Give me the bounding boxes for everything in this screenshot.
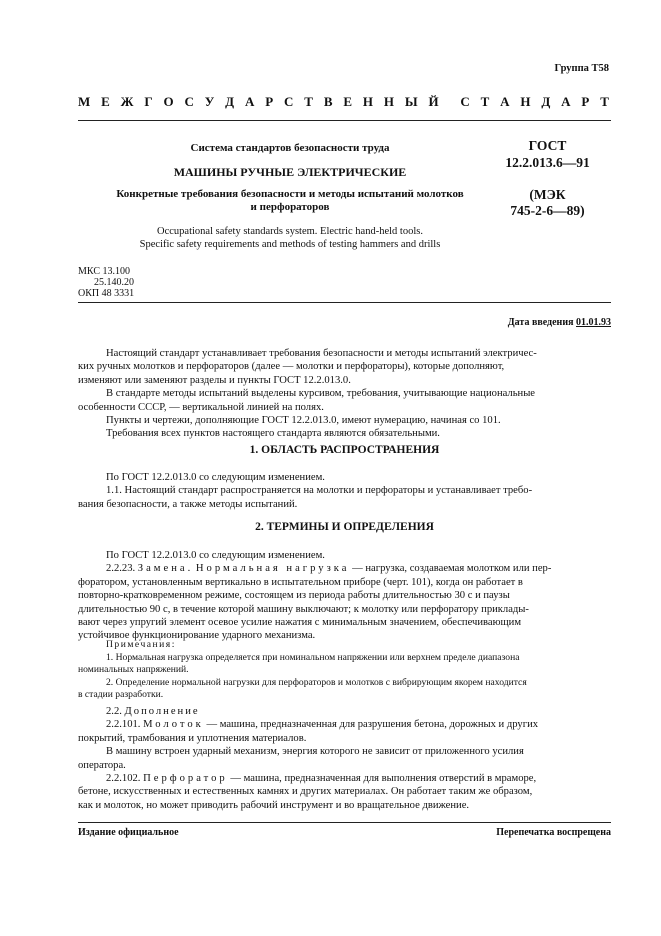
intro-p4: Требования всех пунктов настоящего стандарта являются обязательными. bbox=[106, 428, 440, 440]
english-title bbox=[100, 225, 480, 251]
banner-letter: Р bbox=[265, 94, 274, 109]
group-code: Группа Т58 bbox=[554, 63, 609, 74]
term-drill: Перфоратор bbox=[143, 773, 228, 785]
hammer-definition-start: — машина, предназначенная для разрушения бетона, дорожных и других bbox=[203, 719, 539, 731]
mks-code: МКС 13.100 bbox=[78, 266, 130, 277]
specific-title-line2: и перфораторов bbox=[250, 201, 330, 213]
banner-letter: А bbox=[561, 94, 571, 109]
section2-p1: По ГОСТ 12.2.013.0 со следующим изменением. bbox=[106, 550, 325, 561]
section1-p1: По ГОСТ 12.2.013.0 со следующим изменением. bbox=[106, 472, 325, 483]
mks-code-second: 25.140.20 bbox=[94, 277, 134, 288]
specific-title bbox=[100, 188, 480, 214]
drill-definition-start: — машина, предназначенная для выполнения отверстий в мраморе, bbox=[227, 773, 537, 785]
system-title: Система стандартов безопасности труда bbox=[190, 142, 390, 154]
banner-letter: Д bbox=[225, 94, 235, 109]
banner-letter: Ы bbox=[404, 94, 418, 109]
banner-letter: С bbox=[184, 94, 194, 109]
intro-p1a: Настоящий стандарт устанавливает требования безопасности и методы испытаний электричес- bbox=[106, 348, 537, 359]
section2-p2-line: вают через упругий элемент осевое усилие нажатия с минимальным значением, обеспечивающим bbox=[78, 617, 522, 629]
section2-p2-first bbox=[78, 562, 611, 575]
section1-p2a: 1.1. Настоящий стандарт распространяется на молотки и перфораторы и устанавливает требо- bbox=[106, 485, 533, 497]
replace-marker: Замена. bbox=[137, 563, 194, 575]
addition-marker: Дополнение bbox=[124, 706, 200, 717]
classification-codes bbox=[78, 266, 134, 299]
drill-definition-line2: бетоне, искусственных и естественных камнях и других материалах. Он работает таким же образом, bbox=[78, 786, 533, 798]
note1b: номинальных напряжений. bbox=[78, 664, 189, 676]
note1a: 1. Нормальная нагрузка определяется при номинальном напряжении или верхнем пределе диапазона bbox=[106, 651, 520, 663]
machines-title: МАШИНЫ РУЧНЫЕ ЭЛЕКТРИЧЕСКИЕ bbox=[173, 165, 407, 179]
banner-letter: Д bbox=[541, 94, 551, 109]
notes-label: Примечания: bbox=[106, 639, 176, 650]
banner-letter: С bbox=[284, 94, 294, 109]
date-label: Дата введения bbox=[507, 317, 574, 328]
banner-letter: Н bbox=[520, 94, 531, 109]
banner-letter: О bbox=[163, 94, 174, 109]
section2-p2-line: длительностью 90 с, в течение которой машину выключают; к молотку или перфоратору приклады- bbox=[78, 603, 529, 615]
footer-rule bbox=[78, 822, 611, 823]
addition-line bbox=[78, 705, 611, 718]
banner-letter: Р bbox=[581, 94, 590, 109]
date-value: 01.01.93 bbox=[576, 317, 611, 328]
footer-official-edition: Издание официальное bbox=[78, 827, 179, 838]
banner-letter: Й bbox=[428, 94, 439, 109]
intro-p2a: В стандарте методы испытаний выделены курсивом, требования, учитывающие национальные bbox=[106, 388, 536, 400]
clause-number: 2.2.102. bbox=[106, 773, 141, 785]
term-normal-load: Нормальная нагрузка bbox=[195, 563, 350, 575]
drill-definition-line3: как и молоток, но может приводить рабочий инструмент и во вращательное движение. bbox=[78, 799, 470, 811]
banner-letter: Т bbox=[304, 94, 313, 109]
clause-number: 2.2. bbox=[106, 706, 122, 717]
banner-letter: А bbox=[244, 94, 255, 109]
iec-label: (МЭК bbox=[529, 187, 566, 202]
interstate-standard-banner bbox=[78, 94, 609, 110]
section2-heading: 2. ТЕРМИНЫ И ОПРЕДЕЛЕНИЯ bbox=[255, 521, 434, 533]
top-rule bbox=[78, 120, 611, 121]
section1-heading: 1. ОБЛАСТЬ РАСПРОСТРАНЕНИЯ bbox=[249, 444, 440, 456]
clause-number: 2.2.23. bbox=[106, 563, 136, 575]
banner-letter: Ж bbox=[120, 94, 134, 109]
banner-letter: Т bbox=[480, 94, 490, 109]
hammer-mechanism-b: оператора. bbox=[78, 759, 126, 771]
clause-number: 2.2.101. bbox=[106, 719, 141, 731]
specific-title-line1: Конкретные требования безопасности и методы испытаний молотков bbox=[116, 188, 464, 200]
notes-block bbox=[78, 639, 611, 702]
hammer-definition-line2: покрытий, трамбования и уплотнения материалов. bbox=[78, 732, 307, 744]
intro-p1b: ких ручных молотков и перфораторов (далее — молотки и перфораторы), которые дополняют, bbox=[78, 361, 505, 373]
banner-letter: Н bbox=[362, 94, 374, 109]
gost-label: ГОСТ bbox=[528, 138, 567, 153]
english-title-line1: Occupational safety standards system. Electric hand-held tools. bbox=[157, 226, 423, 237]
section2-additions bbox=[78, 705, 611, 812]
term-hammer: Молоток bbox=[143, 719, 204, 731]
banner-letter: Г bbox=[144, 94, 153, 109]
codes-rule bbox=[78, 302, 611, 303]
section2-text bbox=[78, 549, 611, 643]
banner-letter: Т bbox=[600, 94, 609, 109]
drill-definition bbox=[78, 772, 611, 785]
section2-p2-line: устойчивое функционирование ударного механизма. bbox=[78, 630, 316, 642]
gost-number: 12.2.013.6—91 bbox=[505, 155, 590, 170]
english-title-line2: Specific safety requirements and methods of testing hammers and drills bbox=[139, 239, 441, 250]
banner-letter: В bbox=[323, 94, 333, 109]
hammer-definition bbox=[78, 718, 611, 731]
normal-load-definition-start: — нагрузка, создаваемая молотком или пер- bbox=[349, 563, 552, 575]
section1-p2b: вания безопасности, а также методы испытаний. bbox=[78, 498, 298, 510]
intro-text bbox=[78, 347, 611, 441]
footer-reprint-prohibited: Перепечатка воспрещена bbox=[496, 827, 611, 838]
banner-letter: А bbox=[500, 94, 510, 109]
note2a: 2. Определение нормальной нагрузки для перфораторов и молотков с вибрирующим якорем находится bbox=[106, 676, 527, 688]
iec-number: 745-2-6—89) bbox=[510, 203, 585, 218]
section2-p2-line: повторно-кратковременном режиме, состоящем из периода работы длительностью 30 с и паузы bbox=[78, 590, 510, 602]
section2-p2-line: форатором, установленным вертикально в испытательном приборе (черт. 101), когда он работает в bbox=[78, 576, 523, 588]
intro-p3: Пункты и чертежи, дополняющие ГОСТ 12.2.013.0, имеют нумерацию, начиная со 101. bbox=[106, 415, 501, 427]
banner-letter: Н bbox=[383, 94, 394, 109]
section1-text bbox=[78, 471, 611, 511]
introduction-date bbox=[508, 317, 611, 328]
okp-code: ОКП 48 3331 bbox=[78, 288, 135, 299]
intro-p1c: изменяют или заменяют разделы и пункты ГОСТ 12.2.013.0. bbox=[78, 374, 351, 386]
intro-p2b: особенности СССР, — вертикальной линией на полях. bbox=[78, 401, 324, 413]
banner-letter: У bbox=[204, 94, 215, 109]
note2b: в стадии разработки. bbox=[78, 689, 164, 701]
banner-letter: Е bbox=[101, 94, 110, 109]
banner-letter: С bbox=[460, 94, 470, 109]
banner-letter: М bbox=[78, 94, 91, 109]
banner-letter: Е bbox=[343, 94, 353, 109]
hammer-mechanism-a: В машину встроен ударный механизм, энергия которого не зависит от приложенного усилия bbox=[106, 746, 524, 758]
